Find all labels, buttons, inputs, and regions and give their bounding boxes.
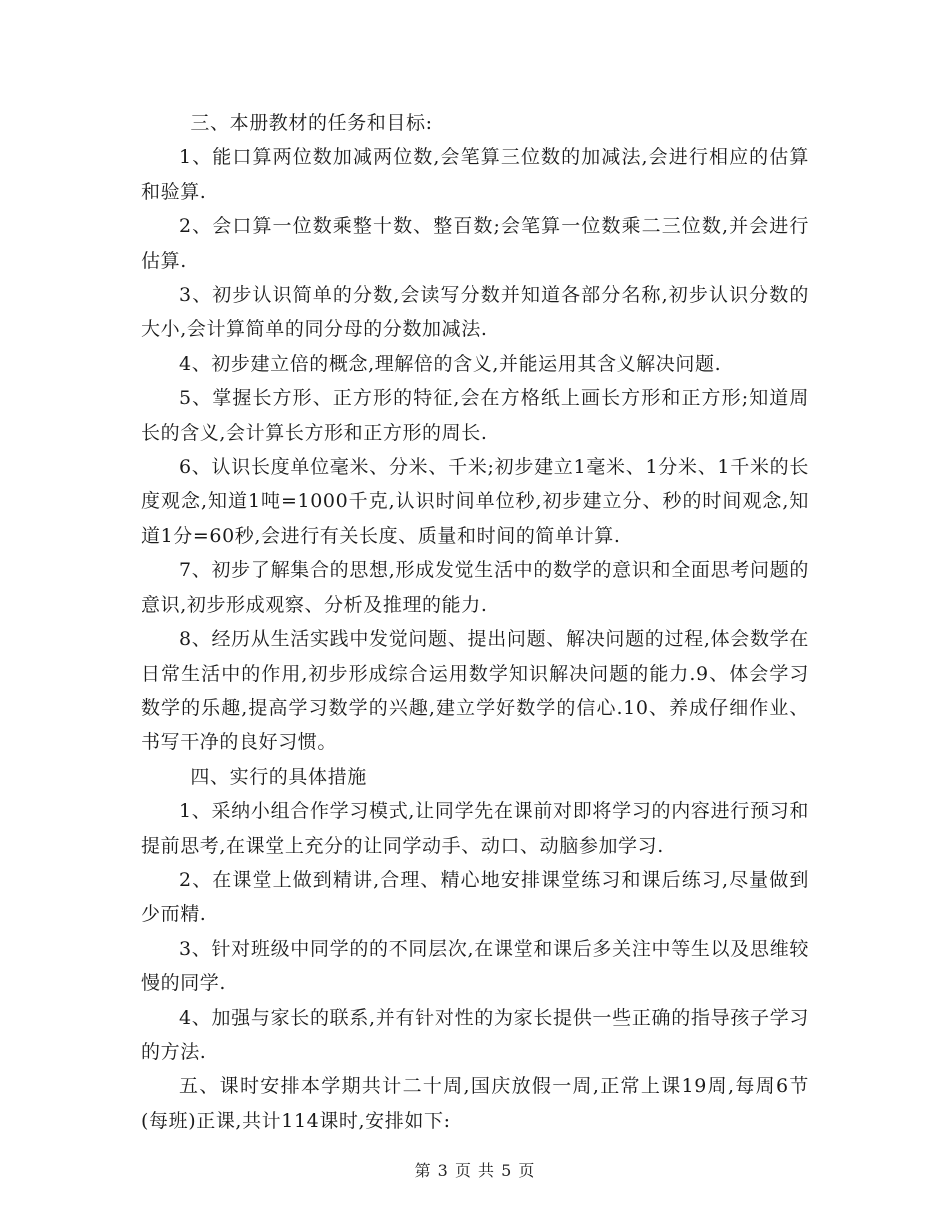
goal-item-2: 2、会口算一位数乘整十数、整百数;会笔算一位数乘二三位数,并会进行估算. xyxy=(141,215,809,272)
section-heading-goals: 三、本册教材的任务和目标: xyxy=(190,112,433,134)
section-schedule-text: 五、课时安排本学期共计二十周,国庆放假一周,正常上课19周,每周6节(每班)正课,共计114课时,安排如下: xyxy=(141,1075,809,1132)
measure-item-3: 3、针对班级中同学的的不同层次,在课堂和课后多关注中等生以及思维较慢的同学. xyxy=(141,937,809,995)
goal-item-6: 6、认识长度单位毫米、分米、千米;初步建立1毫米、1分米、1千米的长度观念,知道1吨=1000千克,认识时间单位秒,初步建立分、秒的时间观念,知道1分=60秒,会进行有关长度、质量和时间的简单计算. xyxy=(141,456,809,547)
goal-item-3: 3、初步认识简单的分数,会读写分数并知道各部分名称,初步认识分数的大小,会计算简单的同分母的分数加减法. xyxy=(141,284,809,341)
goal-item-5: 5、掌握长方形、正方形的特征,会在方格纸上画长方形和正方形;知道周长的含义,会计算长方形和正方形的周长. xyxy=(141,387,809,444)
goal-item-7: 7、初步了解集合的思想,形成发觉生活中的数学的意识和全面思考问题的意识,初步形成观察、分析及推理的能力. xyxy=(141,559,809,616)
measure-item-2: 2、在课堂上做到精讲,合理、精心地安排课堂练习和课后练习,尽量做到少而精. xyxy=(141,868,809,926)
goal-item-8: 8、经历从生活实践中发觉问题、提出问题、解决问题的过程,体会数学在日常生活中的作用,初步形成综合运用数学知识解决问题的能力.9、体会学习数学的乐趣,提高学习数学的兴趣,建立学好数学的信心.10、养成仔细作业、书写干净的良好习惯。 xyxy=(141,628,809,754)
page-number-footer: 第 3 页 共 5 页 xyxy=(414,1161,536,1180)
document-body xyxy=(141,106,809,1138)
measure-item-4: 4、加强与家长的联系,并有针对性的为家长提供一些正确的指导孩子学习的方法. xyxy=(141,1006,809,1063)
section-heading-measures: 四、实行的具体措施 xyxy=(190,765,367,788)
measure-item-1: 1、采纳小组合作学习模式,让同学先在课前对即将学习的内容进行预习和提前思考,在课堂上充分的让同学动手、动口、动脑参加学习. xyxy=(141,800,809,857)
goal-item-4: 4、初步建立倍的概念,理解倍的含义,并能运用其含义解决问题. xyxy=(179,352,722,375)
goal-item-1: 1、能口算两位数加减两位数,会笔算三位数的加减法,会进行相应的估算和验算. xyxy=(141,146,809,203)
